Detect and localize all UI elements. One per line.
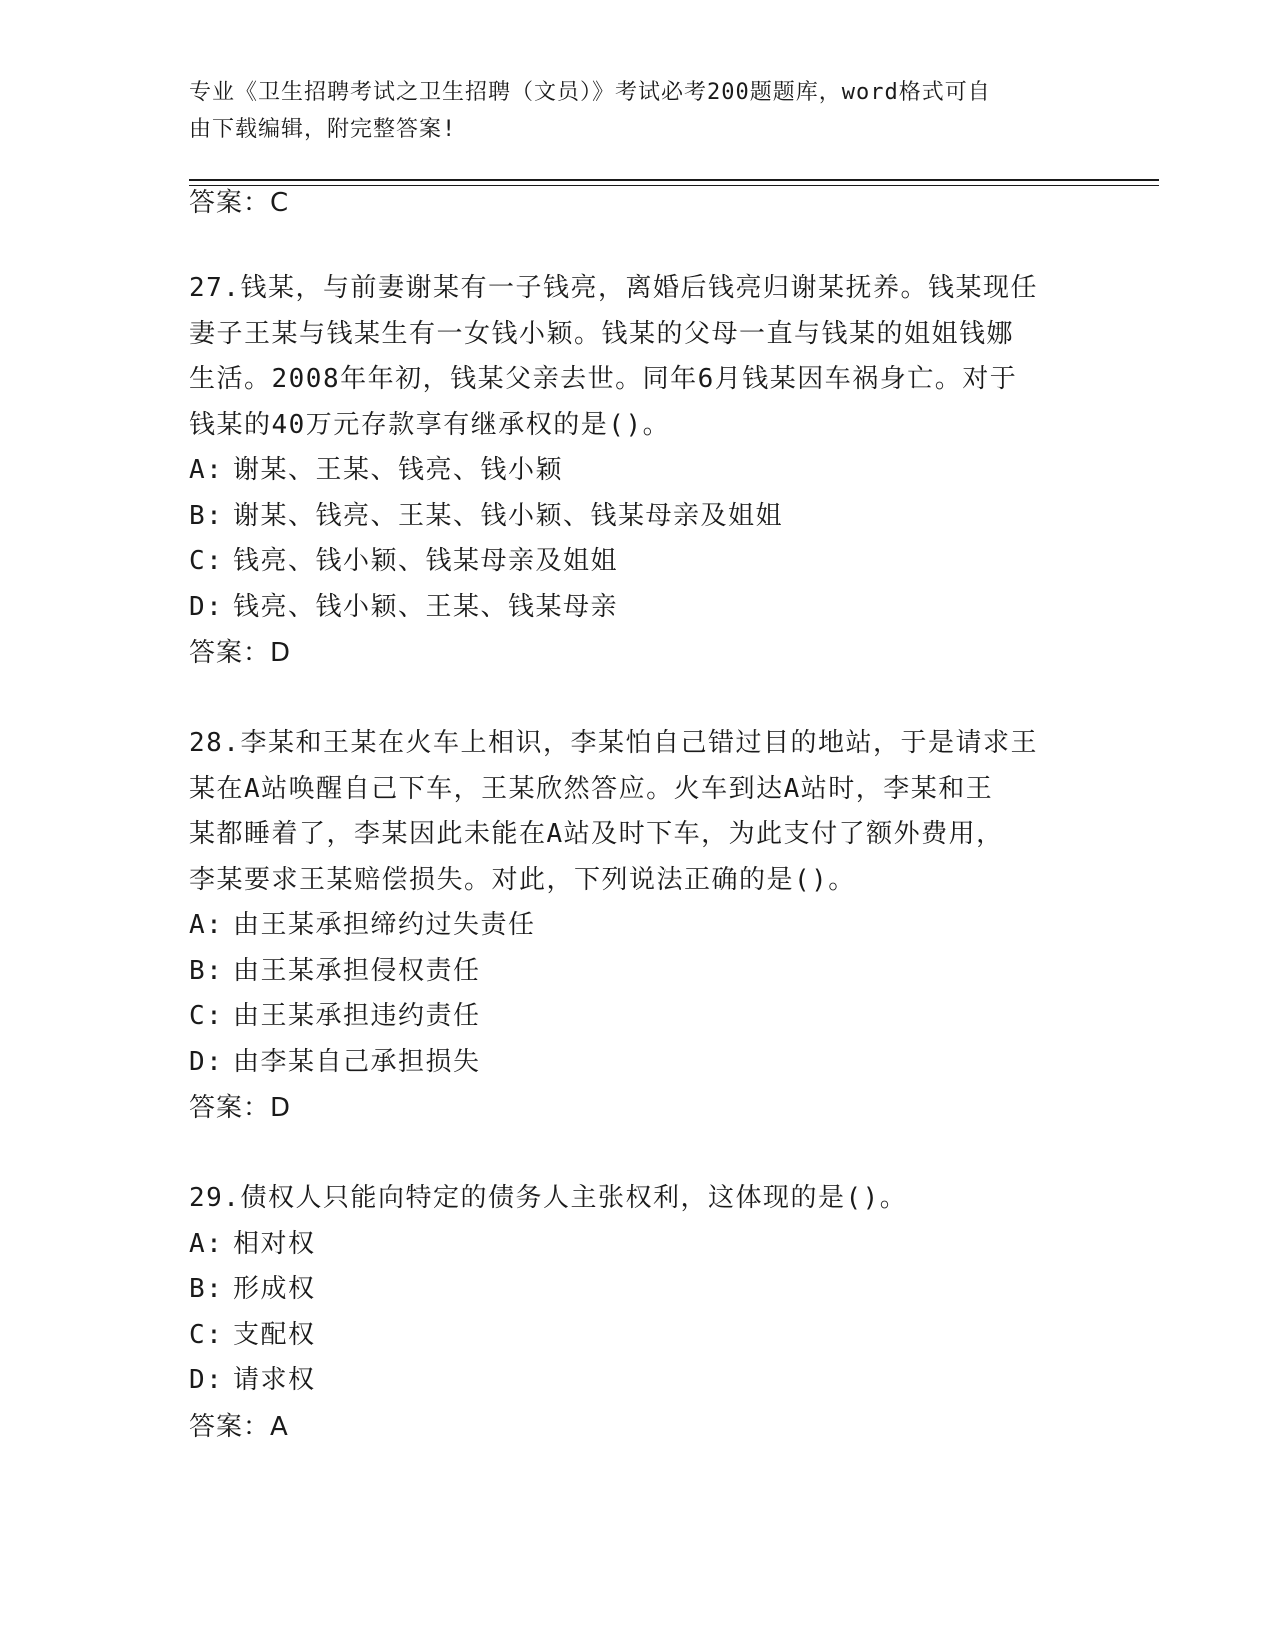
question-stem-line: 27.钱某，与前妻谢某有一子钱亮，离婚后钱亮归谢某抚养。钱某现任 <box>189 273 1038 303</box>
option-letter: A: <box>189 910 224 940</box>
option-letter: D: <box>189 591 224 622</box>
answer-27 <box>189 630 1089 676</box>
option-text: 谢某、王某、钱亮、钱小颖 <box>233 455 564 485</box>
option-a <box>189 448 1089 494</box>
question-stem-line: 某在A站唤醒自己下车，王某欣然答应。火车到达A站时，李某和王 <box>189 773 994 804</box>
answer-value: A <box>270 1411 289 1442</box>
question-stem-line: 生活。2008年年初，钱某父亲去世。同年6月钱某因车祸身亡。对于 <box>189 364 1018 394</box>
option-text: 由李某自己承担损失 <box>233 1046 481 1077</box>
option-c <box>189 1313 1089 1359</box>
answer-28 <box>189 1085 1089 1131</box>
option-a <box>189 903 1089 949</box>
question-29 <box>189 1176 1089 1450</box>
question-stem-line: 28.李某和王某在火车上相识，李某怕自己错过目的地站，于是请求王 <box>189 728 1038 758</box>
option-letter: C: <box>189 546 224 576</box>
option-text: 由王某承担缔约过失责任 <box>233 910 536 940</box>
option-d <box>189 585 1089 631</box>
option-a <box>189 1222 1089 1268</box>
option-letter: C: <box>189 1001 224 1031</box>
option-letter: C: <box>189 1319 224 1350</box>
question-27 <box>189 266 1089 676</box>
option-text: 由王某承担侵权责任 <box>233 955 481 986</box>
question-28 <box>189 721 1089 1131</box>
option-letter: A: <box>189 455 224 485</box>
question-stem-line: 李某要求王某赔偿损失。对此，下列说法正确的是()。 <box>189 864 856 895</box>
header-line-1: 专业《卫生招聘考试之卫生招聘（文员）》考试必考200题题库，word格式可自 <box>189 80 991 105</box>
answer-label: 答案： <box>189 1411 271 1442</box>
option-letter: A: <box>189 1228 224 1259</box>
option-letter: D: <box>189 1046 224 1077</box>
option-text: 形成权 <box>233 1274 316 1304</box>
answer-value: D <box>270 1093 292 1123</box>
answer-value: D <box>270 638 292 668</box>
option-text: 钱亮、钱小颖、王某、钱某母亲 <box>233 591 619 622</box>
option-c <box>189 994 1089 1040</box>
question-stem-line: 钱某的40万元存款享有继承权的是()。 <box>189 409 671 440</box>
header-line-2: 由下载编辑，附完整答案! <box>189 117 457 142</box>
option-text: 由王某承担违约责任 <box>233 1001 481 1031</box>
option-text: 支配权 <box>233 1319 316 1350</box>
option-text: 请求权 <box>233 1365 316 1395</box>
answer-label: 答案： <box>189 188 271 218</box>
answer-29 <box>189 1404 1089 1450</box>
option-letter: D: <box>189 1365 224 1395</box>
option-letter: B: <box>189 500 224 531</box>
answer-label: 答案： <box>189 638 271 668</box>
question-stem-line: 29.债权人只能向特定的债务人主张权利，这体现的是()。 <box>189 1183 908 1213</box>
option-text: 谢某、钱亮、王某、钱小颖、钱某母亲及姐姐 <box>233 500 784 531</box>
answer-label: 答案： <box>189 1093 271 1123</box>
option-letter: B: <box>189 955 224 986</box>
option-d <box>189 1358 1089 1404</box>
option-c <box>189 539 1089 585</box>
option-b <box>189 949 1089 995</box>
question-stem-line: 某都睡着了，李某因此未能在A站及时下车，为此支付了额外费用， <box>189 819 1004 849</box>
option-letter: B: <box>189 1274 224 1304</box>
option-b <box>189 1267 1089 1313</box>
answer-prev <box>189 180 1089 226</box>
answer-value: C <box>270 188 290 218</box>
option-text: 钱亮、钱小颖、钱某母亲及姐姐 <box>233 546 619 576</box>
document-header <box>189 74 1069 148</box>
option-b <box>189 494 1089 540</box>
option-text: 相对权 <box>233 1228 316 1259</box>
question-stem-line: 妻子王某与钱某生有一女钱小颖。钱某的父母一直与钱某的姐姐钱娜 <box>189 318 1015 349</box>
option-d <box>189 1040 1089 1086</box>
